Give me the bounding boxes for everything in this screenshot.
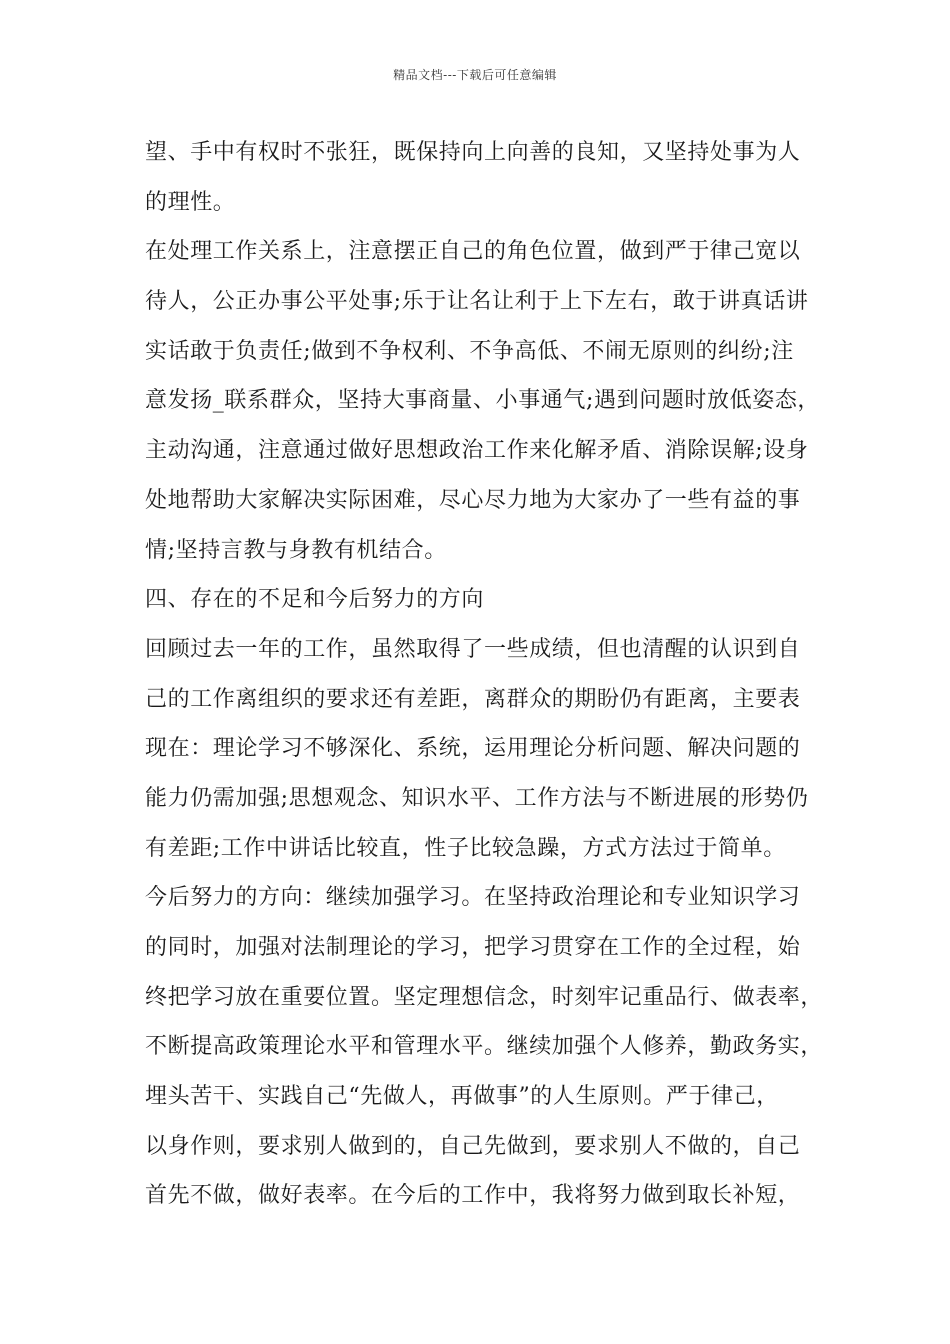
text-line: 今后努力的方向：继续加强学习。在坚持政治理论和专业知识学习 (145, 885, 801, 911)
text-line: 情;坚持言教与身教有机结合。 (145, 537, 447, 563)
text-line: 待人，公正办事公平处事;乐于让名让利于上下左右，敢于讲真话讲 (145, 289, 809, 315)
text-line: 以身作则，要求别人做到的，自己先做到，要求别人不做的，自己 (145, 1133, 801, 1159)
text-line: 的理性。 (145, 189, 236, 215)
text-line: 在处理工作关系上，注意摆正自己的角色位置，做到严于律己宽以 (145, 239, 801, 265)
text-line: 不断提高政策理论水平和管理水平。继续加强个人修养，勤政务实， (145, 1034, 824, 1060)
text-line: 终把学习放在重要位置。坚定理想信念，时刻牢记重品行、做表率， (145, 984, 824, 1010)
text-line: 己的工作离组织的要求还有差距，离群众的期盼仍有距离，主要表 (145, 686, 801, 712)
text-line: 意发扬_联系群众，坚持大事商量、小事通气;遇到问题时放低姿态， (145, 388, 821, 414)
text-line: 回顾过去一年的工作，虽然取得了一些成绩，但也清醒的认识到自 (145, 636, 801, 662)
text-line: 实话敢于负责任;做到不争权利、不争高低、不闹无原则的纠纷;注 (145, 338, 794, 364)
text-line: 现在：理论学习不够深化、系统，运用理论分析问题、解决问题的 (145, 736, 801, 762)
document-body (145, 128, 825, 1221)
text-line: 处地帮助大家解决实际困难，尽心尽力地为大家办了一些有益的事 (145, 487, 801, 513)
page-header: 精品文档---下载后可任意编辑 (393, 68, 557, 82)
text-line: 埋头苦干、实践自己“先做人，再做事”的人生原则。严于律己， (145, 1084, 779, 1110)
text-line: 首先不做，做好表率。在今后的工作中，我将努力做到取长补短， (145, 1183, 801, 1209)
text-line: 有差距;工作中讲话比较直，性子比较急躁，方式方法过于简单。 (145, 835, 786, 861)
text-line: 的同时，加强对法制理论的学习，把学习贯穿在工作的全过程，始 (145, 935, 801, 960)
section-heading: 四、存在的不足和今后努力的方向 (145, 587, 485, 613)
text-line: 主动沟通，注意通过做好思想政治工作来化解矛盾、消除误解;设身 (145, 438, 809, 464)
text-line: 能力仍需加强;思想观念、知识水平、工作方法与不断进展的形势仍 (145, 785, 809, 811)
text-line: 望、手中有权时不张狂，既保持向上向善的良知，又坚持处事为人 (145, 140, 801, 165)
